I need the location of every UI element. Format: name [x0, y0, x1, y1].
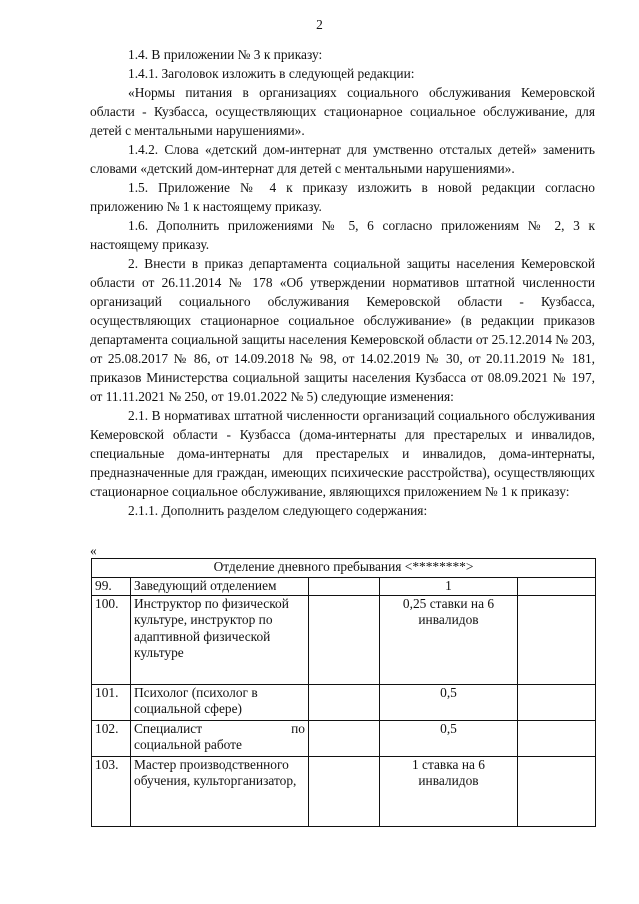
- table-row: [92, 595, 596, 684]
- position-name: [131, 720, 309, 756]
- table-section-title: Отделение дневного пребывания <********>: [92, 559, 596, 578]
- table-row: [92, 756, 596, 826]
- table-row: [92, 720, 596, 756]
- staff-value: 1: [380, 578, 518, 596]
- paragraph-2-1-1: 2.1.1. Дополнить разделом следующего содержания:: [128, 503, 428, 518]
- position-name-second-line: социальной работе: [134, 737, 242, 752]
- empty-cell: [309, 578, 380, 596]
- position-name-word: по: [291, 720, 305, 736]
- position-name-first-line: [134, 721, 305, 738]
- empty-cell: [518, 595, 596, 684]
- empty-cell: [309, 595, 380, 684]
- empty-cell: [518, 720, 596, 756]
- paragraph-2-1: 2.1. В нормативах штатной численности организаций социального обслуживания Кемеровской области - Кузбасса (дома-интернаты для престарелых и инвалидов, специальные дома-интернаты для престарелых и инвалидов, дома-интернаты, предназначенные для граждан, имеющих психические расстройства), осуществляющих стационарное социальное обслуживание, являющихся приложением № 1 к приказу:: [90, 408, 595, 499]
- staff-value: 0,5: [380, 720, 518, 756]
- row-number: 100.: [92, 595, 131, 684]
- paragraph-1-6: 1.6. Дополнить приложениями № 5, 6 согласно приложениям № 2, 3 к настоящему приказу.: [90, 218, 595, 252]
- staff-norms-table: [91, 558, 596, 827]
- position-name: Инструктор по физической культуре, инструктор по адаптивной физической культуре: [131, 595, 309, 684]
- paragraph-quote-norms: «Нормы питания в организациях социального обслуживания Кемеровской области - Кузбасса, осуществляющих стационарное социальное обслуживание, для детей с ментальными нарушениями».: [90, 85, 595, 138]
- position-name-word: Специалист: [134, 720, 203, 736]
- empty-cell: [518, 684, 596, 720]
- paragraph-1-4-2: 1.4.2. Слова «детский дом-интернат для умственно отсталых детей» заменить словами «детский дом-интернат для детей с ментальными нарушениями».: [90, 142, 595, 176]
- paragraph-1-4: 1.4. В приложении № 3 к приказу:: [128, 47, 323, 62]
- position-name: Психолог (психолог в социальной сфере): [131, 684, 309, 720]
- opening-quote-mark: «: [90, 543, 97, 558]
- row-number: 101.: [92, 684, 131, 720]
- table-title-row: [92, 559, 596, 578]
- row-number: 103.: [92, 756, 131, 826]
- document-body: [90, 45, 595, 520]
- empty-cell: [518, 756, 596, 826]
- page-number: 2: [316, 17, 323, 32]
- paragraph-1-4-1: 1.4.1. Заголовок изложить в следующей редакции:: [128, 66, 415, 81]
- row-number: 99.: [92, 578, 131, 596]
- row-number: 102.: [92, 720, 131, 756]
- empty-cell: [309, 720, 380, 756]
- position-name: Мастер производственного обучения, культорганизатор,: [131, 756, 309, 826]
- table-row: [92, 578, 596, 596]
- paragraph-2: 2. Внести в приказ департамента социальной защиты населения Кемеровской области от 26.11.2014 № 178 «Об утверждении нормативов штатной численности организаций социального обслуживания Кемеровской области - Кузбасса, осуществляющих стационарное социальное обслуживание» (в редакции приказов департамента социальной защиты населения Кемеровской области от 25.12.2014 № 203, от 25.08.2017 № 86, от 14.09.2018 № 98, от 14.02.2019 № 30, от 20.11.2019 № 181, приказов Министерства социальной защиты населения Кузбасса от 08.09.2021 № 197, от 11.11.2021 № 250, от 19.01.2022 № 5) следующие изменения:: [90, 256, 595, 404]
- staff-value: 1 ставка на 6 инвалидов: [380, 756, 518, 826]
- table-row: [92, 684, 596, 720]
- empty-cell: [518, 578, 596, 596]
- empty-cell: [309, 756, 380, 826]
- position-name: Заведующий отделением: [131, 578, 309, 596]
- empty-cell: [309, 684, 380, 720]
- staff-value: 0,5: [380, 684, 518, 720]
- paragraph-1-5: 1.5. Приложение № 4 к приказу изложить в новой редакции согласно приложению № 1 к настоящему приказу.: [90, 180, 595, 214]
- staff-value: 0,25 ставки на 6 инвалидов: [380, 595, 518, 684]
